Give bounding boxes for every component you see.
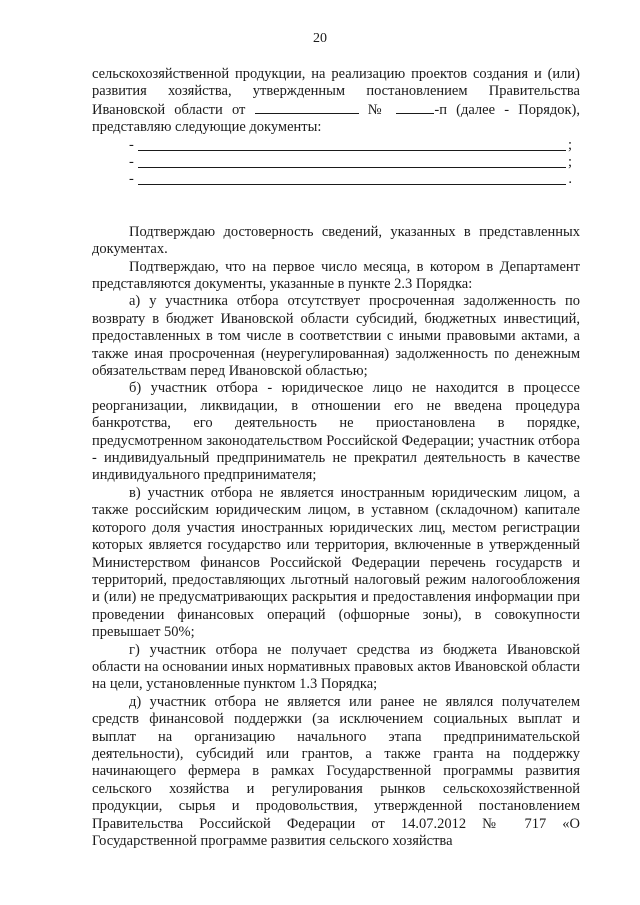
list-dash: - (129, 136, 134, 153)
clause-v: в) участник отбора не является иностранным юридическим лицом, а также российским юридическим лицом, в уставном (складочном) капитале которого доля участия иностранных юридических лиц, местом регистрации которых является государство или территория, включенные в утвержденный Министерством финансов Российской Федерации перечень государств и территорий, предоставляющих льготный налоговый режим налогообложения и (или) не предусматривающих раскрытия и предоставления информации при проведении финансовых операций (офшорные зоны), в совокупности превышает 50%; (92, 484, 580, 641)
number-blank-field (396, 101, 434, 114)
list-dash: - (129, 171, 134, 188)
blank-line (138, 184, 566, 185)
intro-suffix: -п (далее - Порядок), (434, 101, 581, 118)
document-body (92, 66, 580, 850)
document-list-item (92, 137, 580, 154)
document-list-item (92, 171, 580, 188)
page-number: 20 (313, 31, 327, 46)
clause-g: г) участник отбора не получает средства из бюджета Ивановской области на основании иных нормативных правовых актов Ивановской области на цели, установленные пунктом 1.3 Порядка; (92, 641, 580, 693)
intro-last-line: представляю следующие документы: (92, 119, 322, 136)
clause-d: д) участник отбора не является или ранее не являлся получателем средств финансовой поддержки (за исключением социальных выплат и выплат на организацию начального этапа предпринимательской деятельности), субсидий или грантов, а также гранта на поддержку начинающего фермера в рамках Государственной программы развития сельского хозяйства и регулирования рынков сельскохозяйственной продукции, сырья и продовольствия, утвержденной постановлением Правительства Российской Федерации от 14.07.2012 № 717 «О Государственной программе развития сельского хозяйства (92, 693, 580, 850)
document-list-item (92, 154, 580, 171)
confirmation-paragraph: Подтверждаю достоверность сведений, указанных в представленных документах. (92, 223, 580, 258)
list-punctuation: . (568, 171, 572, 188)
blank-line (138, 150, 566, 151)
list-dash: - (129, 154, 134, 171)
clause-a: а) у участника отбора отсутствует просроченная задолженность по возврату в бюджет Ивановской области субсидий, бюджетных инвестиций, предоставленных в том числе в соответствии с иными правовыми актами, а также иная просроченная (неурегулированная) задолженность по денежным обязательствам перед Ивановской областью; (92, 293, 580, 380)
number-sign: № (367, 101, 388, 118)
confirmation-paragraph: Подтверждаю, что на первое число месяца, в котором в Департамент представляются документы, указанные в пункте 2.3 Порядка: (92, 258, 580, 293)
date-blank-field (255, 101, 359, 114)
clause-b: б) участник отбора - юридическое лицо не находится в процессе реорганизации, ликвидации, в отношении его не введена процедура банкротства, его деятельность не приостановлена в порядке, предусмотренном законодательством Российской Федерации; участник отбора - индивидуальный предприниматель не прекратил деятельность в качестве индивидуального предпринимателя; (92, 380, 580, 484)
blank-line (138, 167, 566, 168)
list-punctuation: ; (567, 136, 572, 153)
list-punctuation: ; (567, 154, 572, 171)
intro-text: сельскохозяйственной продукции, на реализацию проектов создания и (или) развития хозяйства, утвержденным постановлением Правительства Ивановской области от (92, 66, 580, 118)
intro-paragraph (92, 66, 580, 137)
